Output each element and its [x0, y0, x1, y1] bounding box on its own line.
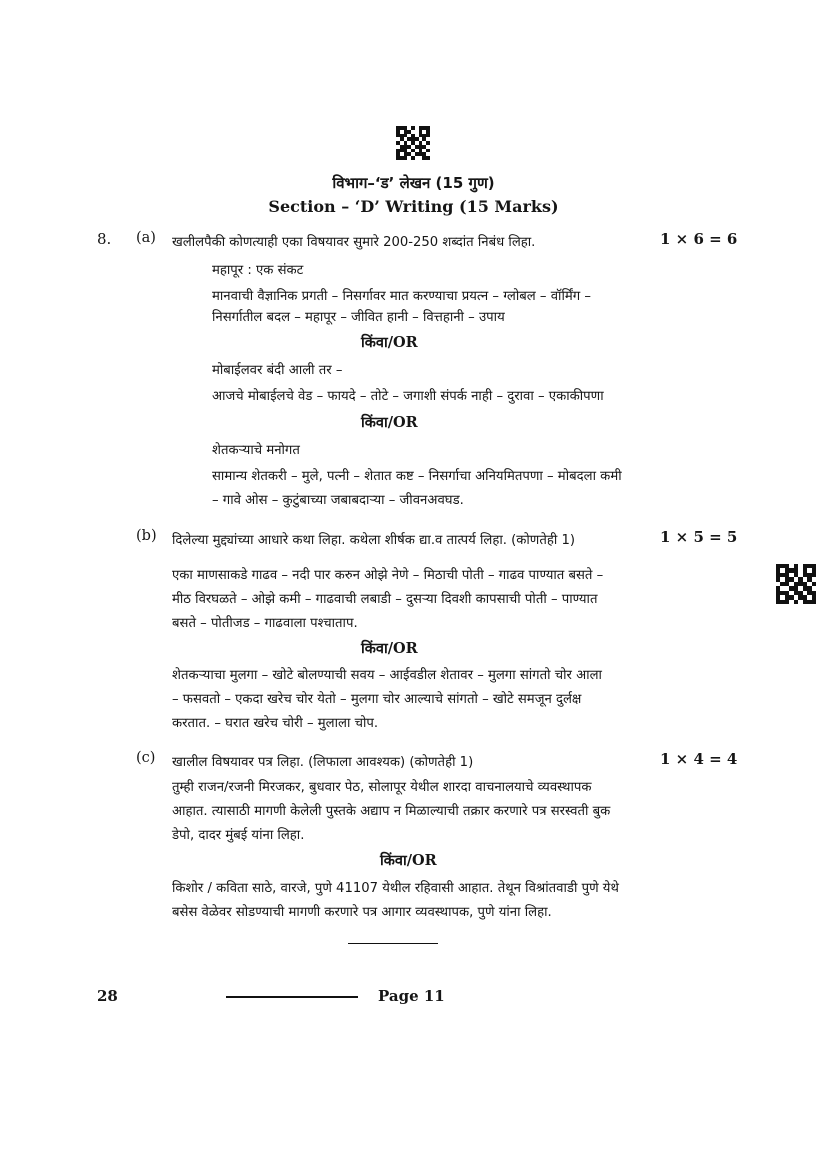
- story-option-2-line-2: – फसवतो – एकदा खरेच चोर येतो – मुलगा चोर आल्याचे सांगतो – खोटे समजून दुर्लक्ष: [172, 692, 582, 707]
- or-english: /OR: [387, 640, 418, 657]
- paper-code: 28: [97, 987, 118, 1005]
- letter-option-1-line-2: आहात. त्यासाठी मागणी केलेली पुस्तके अद्याप न मिळाल्याची तक्रार करणारे पत्र सरस्वती बुक: [172, 804, 611, 819]
- essay-option-1-line-1: मानवाची वैज्ञानिक प्रगती – निसर्गावर मात करण्याचा प्रयत्न – ग्लोबल – वॉर्मिंग –: [212, 289, 591, 304]
- story-option-1-line-2: मीठ विरघळते – ओझे कमी – गाढवाची लबाडी – दुसऱ्या दिवशी कापसाची पोती – पाण्यात: [172, 592, 598, 607]
- part-b-instruction: दिलेल्या मुद्द्यांच्या आधारे कथा लिहा. कथेला शीर्षक द्या.व तात्पर्य लिहा. (कोणतेही 1): [172, 533, 576, 548]
- or-marathi: किंवा: [361, 415, 388, 431]
- part-a-label: (a): [136, 230, 156, 246]
- or-marathi: किंवा: [361, 641, 388, 657]
- or-english: /OR: [406, 852, 437, 869]
- story-option-1-line-3: बसते – पोतीजड – गाढवाला पश्चाताप.: [172, 616, 358, 631]
- letter-option-2-line-1: किशोर / कविता साठे, वारजे, पुणे 41107 येथील रहिवासी आहात. तेथून विश्रांतवाडी पुणे येथे: [172, 881, 619, 896]
- part-b-marks: 1 × 5 = 5: [660, 528, 738, 546]
- or-divider: [380, 850, 437, 870]
- essay-option-1-title: महापूर : एक संकट: [212, 263, 304, 278]
- letter-option-1-line-3: डेपो, दादर मुंबई यांना लिहा.: [172, 828, 305, 843]
- qr-code-side: [776, 564, 816, 604]
- story-option-2-line-3: करतात. – घरात खरेच चोरी – मुलाला चोप.: [172, 716, 379, 731]
- or-english: /OR: [387, 334, 418, 351]
- or-divider: [361, 638, 418, 658]
- end-of-section-rule: [348, 943, 438, 944]
- section-title-english: Section – ‘D’ Writing (15 Marks): [268, 197, 559, 216]
- essay-option-2-line-1: आजचे मोबाईलचे वेड – फायदे – तोटे – जगाशी संपर्क नाही – दुरावा – एकाकीपणा: [212, 389, 604, 404]
- letter-option-1-line-1: तुम्ही राजन/रजनी मिरजकर, बुधवार पेठ, सोलापूर येथील शारदा वाचनालयाचे व्यवस्थापक: [172, 780, 592, 795]
- part-c-instruction: खालील विषयावर पत्र लिहा. (लिफाला आवश्यक) (कोणतेही 1): [172, 755, 474, 770]
- question-number: 8.: [97, 230, 112, 248]
- story-option-2-line-1: शेतकऱ्याचा मुलगा – खोटे बोलण्याची सवय – आईवडील शेतावर – मुलगा सांगतो चोर आला: [172, 668, 602, 683]
- letter-option-2-line-2: बसेस वेळेवर सोडण्याची मागणी करणारे पत्र आगार व्यवस्थापक, पुणे यांना लिहा.: [172, 905, 552, 920]
- part-c-label: (c): [136, 750, 156, 766]
- or-english: /OR: [387, 414, 418, 431]
- essay-option-1-line-2: निसर्गातील बदल – महापूर – जीवित हानी – वित्तहानी – उपाय: [212, 310, 505, 325]
- or-marathi: किंवा: [380, 853, 407, 869]
- part-c-marks: 1 × 4 = 4: [660, 750, 738, 768]
- qr-code-top: [396, 126, 430, 160]
- or-divider: [361, 412, 418, 432]
- section-title-marathi: विभाग–‘ड’ लेखन (15 गुण): [332, 174, 495, 192]
- essay-option-3-title: शेतकऱ्याचे मनोगत: [212, 443, 300, 458]
- part-a-instruction: खलीलपैकी कोणत्याही एका विषयावर सुमारे 200-250 शब्दांत निबंध लिहा.: [172, 235, 536, 250]
- essay-option-2-title: मोबाईलवर बंदी आली तर –: [212, 363, 343, 378]
- part-a-marks: 1 × 6 = 6: [660, 230, 738, 248]
- page-number: Page 11: [378, 987, 445, 1005]
- or-divider: [361, 332, 418, 352]
- essay-option-3-line-2: – गावे ओस – कुटुंबाच्या जबाबदाऱ्या – जीवनअवघड.: [212, 493, 464, 508]
- essay-option-3-line-1: सामान्य शेतकरी – मुले, पत्नी – शेतात कष्ट – निसर्गाचा अनियमितपणा – मोबदला कमी: [212, 469, 622, 484]
- part-b-label: (b): [136, 528, 157, 544]
- story-option-1-line-1: एका माणसाकडे गाढव – नदी पार करुन ओझे नेणे – मिठाची पोती – गाढव पाण्यात बसते –: [172, 568, 604, 583]
- footer-rule: [226, 996, 358, 998]
- or-marathi: किंवा: [361, 335, 388, 351]
